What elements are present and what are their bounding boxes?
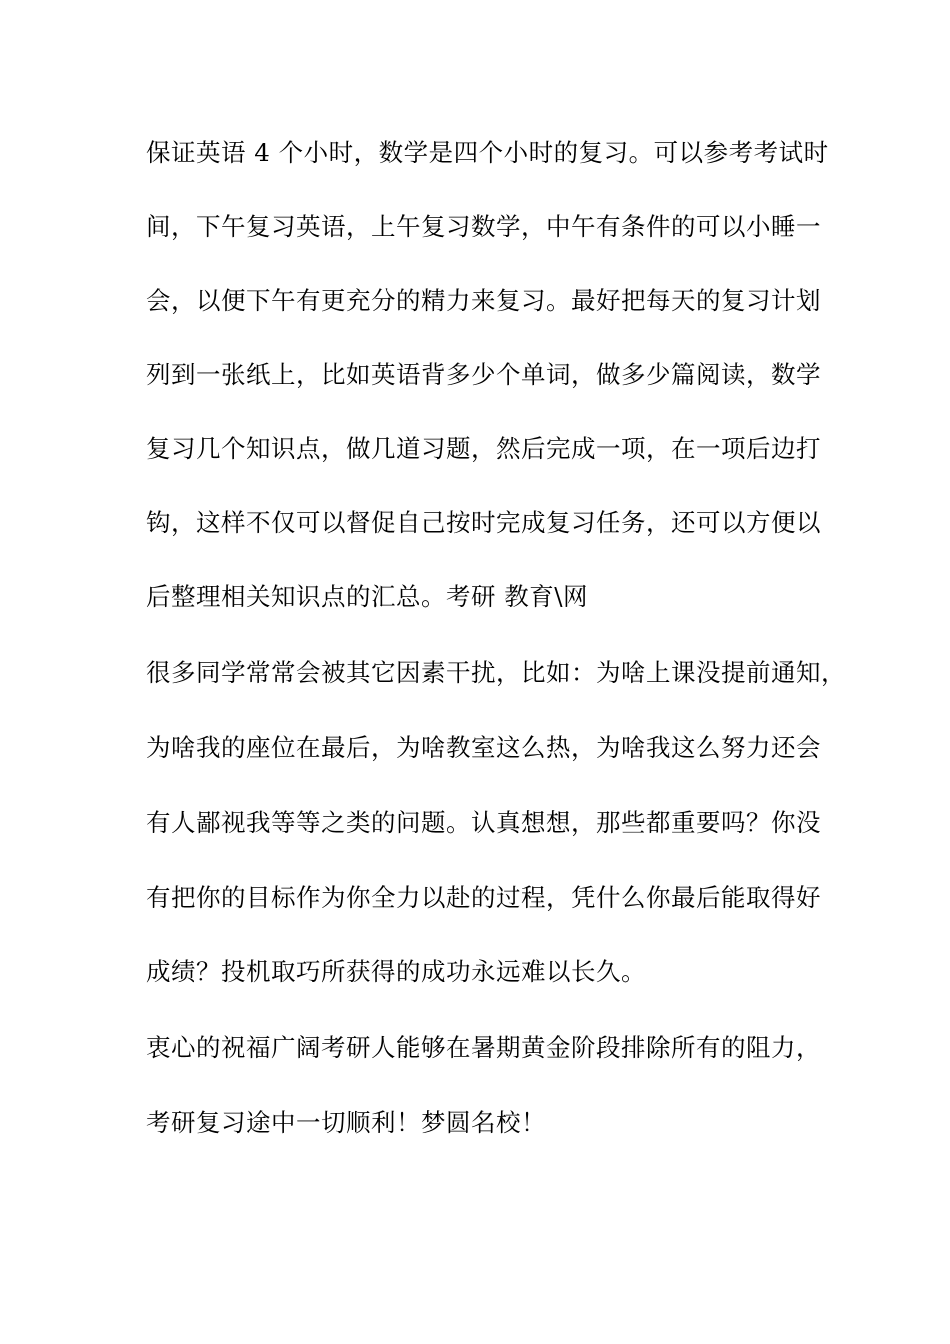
text-line: 复习几个知识点，做几道习题，然后完成一项，在一项后边打 bbox=[146, 434, 821, 463]
text-line: 会，以便下午有更充分的精力来复习。最好把每天的复习计划 bbox=[146, 286, 821, 315]
text-line: 有人鄙视我等等之类的问题。认真想想，那些都重要吗？你没 bbox=[146, 808, 821, 837]
text-line: 很多同学常常会被其它因素干扰，比如：为啥上课没提前通知， bbox=[146, 658, 846, 687]
text-line: 成绩？投机取巧所获得的成功永远难以长久。 bbox=[146, 957, 646, 986]
text-line: 保证英语 4 个小时，数学是四个小时的复习。可以参考考试时 bbox=[146, 138, 829, 167]
text-line: 钩，这样不仅可以督促自己按时完成复习任务，还可以方便以 bbox=[146, 508, 821, 537]
text-line: 后整理相关知识点的汇总。考研 教育\网 bbox=[146, 582, 589, 611]
text-line: 为啥我的座位在最后，为啥教室这么热，为啥我这么努力还会 bbox=[146, 733, 821, 762]
text-line: 间，下午复习英语，上午复习数学，中午有条件的可以小睡一 bbox=[146, 212, 821, 241]
text-line: 考研复习途中一切顺利！梦圆名校！ bbox=[146, 1108, 546, 1137]
text-line: 有把你的目标作为你全力以赴的过程，凭什么你最后能取得好 bbox=[146, 883, 821, 912]
text-line: 衷心的祝福广阔考研人能够在暑期黄金阶段排除所有的阻力， bbox=[146, 1033, 821, 1062]
text-line: 列到一张纸上，比如英语背多少个单词，做多少篇阅读，数学 bbox=[146, 360, 821, 389]
